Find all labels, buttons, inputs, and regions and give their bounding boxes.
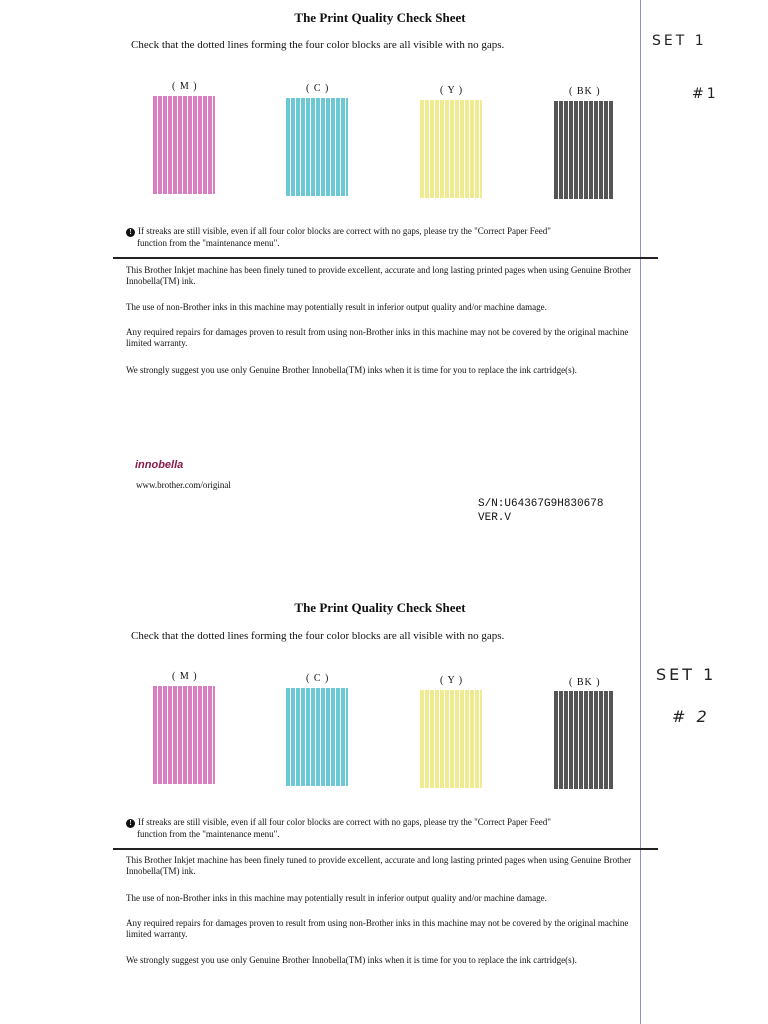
sheet2-black-block xyxy=(554,691,614,789)
sheet2-title: The Print Quality Check Sheet xyxy=(294,600,466,615)
sheet2-divider xyxy=(113,848,658,850)
serial-number: S/N:U64367G9H830678 xyxy=(478,498,604,510)
serial-block xyxy=(478,497,603,525)
sheet1-magenta-block xyxy=(153,96,215,194)
sheet1-para-4: We strongly suggest you use only Genuine Brother Innobella(TM) inks when it is time for you to replace the ink cartridge(s). xyxy=(126,365,577,375)
handwritten-num-1: #1 xyxy=(692,86,719,102)
sheet1-title: The Print Quality Check Sheet xyxy=(294,10,466,25)
sheet2-para-1: This Brother Inkjet machine has been finely tuned to provide excellent, accurate and long lasting printed pages when using Genuine Brother Innobella(TM) ink. xyxy=(126,855,632,876)
version: VER.V xyxy=(478,512,512,524)
sheet1-label-m: ( M ) xyxy=(172,81,198,92)
sheet2-label-c: ( C ) xyxy=(306,673,330,684)
sheet1-cyan-block xyxy=(286,98,348,196)
sheet2-magenta-block xyxy=(153,686,215,784)
sheet2-para-3: Any required repairs for damages proven to result from using non-Brother inks in this machine may not be covered by the original machine limited warranty. xyxy=(126,918,629,939)
sheet1-black-block xyxy=(554,101,614,199)
sheet1-para-3: Any required repairs for damages proven to result from using non-Brother inks in this machine may not be covered by the original machine limited warranty. xyxy=(126,327,629,348)
innobella-logo: innobella xyxy=(135,459,184,471)
sheet1-para-1: This Brother Inkjet machine has been finely tuned to provide excellent, accurate and long lasting printed pages when using Genuine Brother Innobella(TM) ink. xyxy=(126,265,632,286)
sheet1-note-line2: function from the "maintenance menu". xyxy=(137,238,280,248)
sheet1-yellow-block xyxy=(420,100,482,198)
handwritten-num-2: # 2 xyxy=(672,707,710,726)
sheet1-note xyxy=(126,225,646,249)
handwritten-set-bottom: SET 1 xyxy=(656,665,717,684)
sheet2-para-4: We strongly suggest you use only Genuine Brother Innobella(TM) inks when it is time for you to replace the ink cartridge(s). xyxy=(126,955,577,965)
sheet2-note xyxy=(126,816,646,840)
sheet2-label-bk: ( BK ) xyxy=(569,677,601,688)
sheet2-para-2: The use of non-Brother inks in this machine may potentially result in inferior output quality and/or machine damage. xyxy=(126,893,547,903)
brother-url: www.brother.com/original xyxy=(136,480,231,490)
sheet2-note-line2: function from the "maintenance menu". xyxy=(137,829,280,839)
sheet1-divider xyxy=(113,257,658,259)
sheet2-cyan-block xyxy=(286,688,348,786)
sheet1-label-bk: ( BK ) xyxy=(569,86,601,97)
info-icon: ! xyxy=(126,228,135,237)
sheet1-note-line1: If streaks are still visible, even if all four color blocks are correct with no gaps, please try the "Correct Paper Feed" xyxy=(138,226,551,236)
sheet1-instruction: Check that the dotted lines forming the four color blocks are all visible with no gaps. xyxy=(131,39,505,51)
sheet1-label-c: ( C ) xyxy=(306,83,330,94)
sheet2-yellow-block xyxy=(420,690,482,788)
sheet1-para-2: The use of non-Brother inks in this machine may potentially result in inferior output quality and/or machine damage. xyxy=(126,302,547,312)
sheet2-instruction: Check that the dotted lines forming the four color blocks are all visible with no gaps. xyxy=(131,630,505,642)
sheet2-label-y: ( Y ) xyxy=(440,675,464,686)
sheet2-label-m: ( M ) xyxy=(172,671,198,682)
handwritten-set-top: SET 1 xyxy=(652,33,707,49)
sheet1-label-y: ( Y ) xyxy=(440,85,464,96)
info-icon: ! xyxy=(126,819,135,828)
sheet2-note-line1: If streaks are still visible, even if all four color blocks are correct with no gaps, please try the "Correct Paper Feed" xyxy=(138,817,551,827)
